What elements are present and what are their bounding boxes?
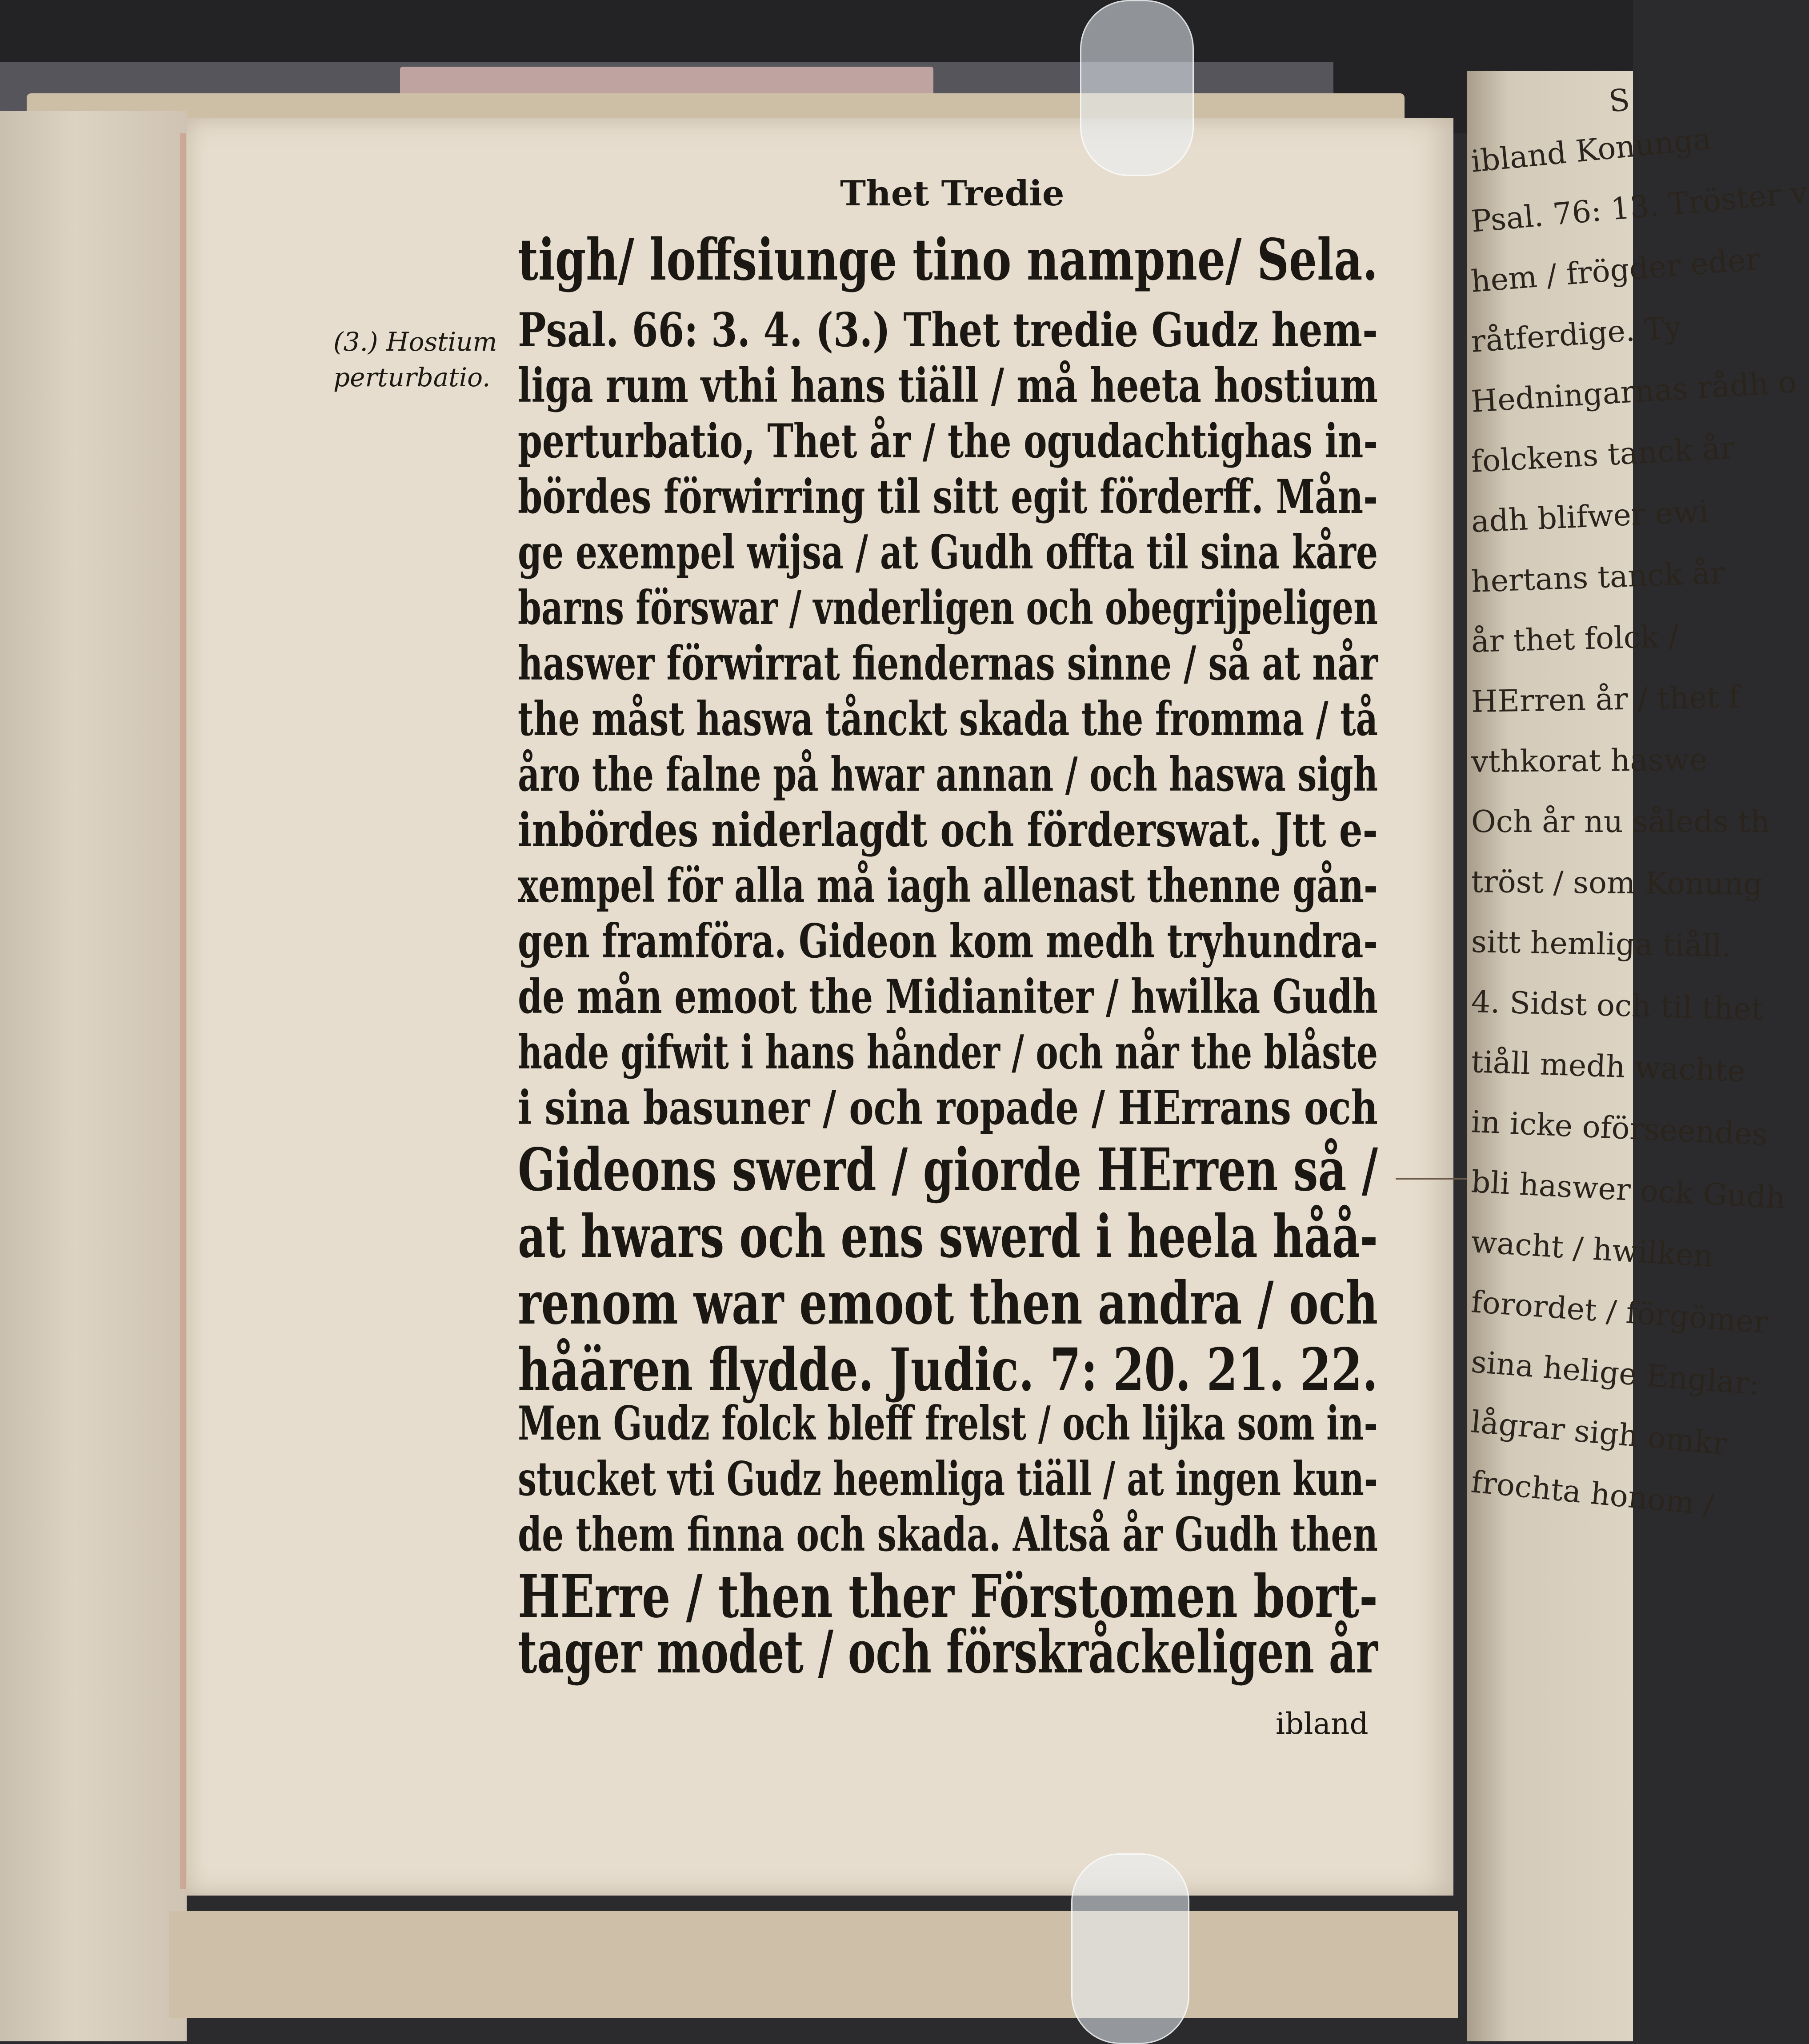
text-line: Psal. 66: 3. 4. (3.) Thet tredie Gudz hem- xyxy=(518,302,1378,357)
facing-text-line: in icke oförseendes xyxy=(1470,1104,1769,1153)
facing-text-line: folckens tanck år xyxy=(1470,431,1736,480)
text-line: xempel för alla må iagh allenast thenne gån- xyxy=(518,858,1378,913)
book-spine-edge xyxy=(0,111,187,2041)
margin-note-line-1: (3.) Hostium xyxy=(333,327,497,357)
facing-text-line: S xyxy=(1607,82,1632,120)
text-line: Men Gudz folck bleff frelst / och lijka som in- xyxy=(518,1396,1378,1451)
facing-text-line: Psal. 76: 13. Tröster v xyxy=(1469,175,1809,240)
running-head: Thet Tredie xyxy=(840,173,1065,214)
facing-text-line: vthkorat haswe xyxy=(1471,742,1708,780)
text-line: the måst haswa tånckt skada the fromma / tå xyxy=(518,691,1378,746)
facing-text-line: lågrar sigh omkr xyxy=(1469,1404,1729,1462)
facing-text-line: forordet / förgömer xyxy=(1470,1284,1769,1340)
facing-text-line: hertans tanck år xyxy=(1470,556,1725,600)
facing-text-line: frochta honom / xyxy=(1469,1464,1716,1523)
text-line: tager modet / och förskråckeligen år xyxy=(518,1618,1378,1687)
facing-text-line: hem / frögder eder xyxy=(1469,242,1761,300)
page-edge xyxy=(180,133,186,1889)
text-line: de them finna och skada. Altså år Gudh then xyxy=(518,1507,1378,1562)
page-clip-top xyxy=(1080,0,1194,176)
text-line: åro the falne på hwar annan / och haswa sigh xyxy=(518,747,1378,802)
page-stack-bottom xyxy=(169,1911,1458,2018)
text-line: i sina basuner / och ropade / HErrans och xyxy=(518,1080,1378,1135)
text-line: barns förswar / vnderligen och obegrijpeligen xyxy=(518,580,1378,635)
catchword: ibland xyxy=(1276,1707,1369,1741)
facing-text-line: år thet folck / xyxy=(1470,619,1679,660)
text-line: liga rum vthi hans tiäll / må heeta hostium xyxy=(518,358,1378,413)
facing-text-line: tiåll medh wachte xyxy=(1470,1044,1746,1089)
text-line: perturbatio, Thet år / the ogudachtighas in- xyxy=(518,413,1378,468)
text-line: tigh/ loffsiunge tino nampne/ Sela. xyxy=(518,227,1378,293)
text-line: gen framföra. Gideon kom medh tryhundra- xyxy=(518,913,1378,968)
text-line: Gideons swerd / giorde HErren så / xyxy=(518,1136,1378,1204)
facing-text-line: sina helige Englar: xyxy=(1469,1344,1761,1402)
text-line: ge exempel wijsa / at Gudh offta til sina kåre xyxy=(518,524,1378,580)
facing-text-line: tröst / som Konung xyxy=(1471,864,1763,902)
margin-note-line-2: perturbatio. xyxy=(333,362,491,392)
facing-text-line: ibland Konunga xyxy=(1469,121,1713,180)
text-line: bördes förwirring til sitt egit förderff. Mån- xyxy=(518,469,1378,524)
facing-text-line: Och år nu såleds th xyxy=(1471,804,1770,840)
facing-text-line: Hedningarnas rådh o xyxy=(1470,364,1797,420)
facing-text-line: råtferdige. Ty xyxy=(1470,310,1683,360)
text-line: håären flydde. Judic. 7: 20. 21. 22. xyxy=(518,1336,1378,1404)
text-line: haswer förwirrat fiendernas sinne / så at når xyxy=(518,636,1378,691)
text-line: stucket vti Gudz heemliga tiäll / at ingen kun- xyxy=(518,1451,1378,1506)
text-line: HErre / then ther Förstomen bort- xyxy=(518,1562,1378,1631)
facing-text-line: 4. Sidst och til thet xyxy=(1470,984,1764,1028)
facing-text-line: adh blifwer ewi xyxy=(1470,494,1709,540)
text-line: at hwars och ens swerd i heela håå- xyxy=(518,1202,1378,1271)
pointer-line xyxy=(1396,1178,1471,1180)
facing-text-line: HErren år / thet f xyxy=(1471,680,1740,720)
text-line: de mån emoot the Midianiter / hwilka Gudh xyxy=(518,969,1378,1024)
facing-text-line: wacht / hwilken xyxy=(1470,1224,1714,1275)
text-line: hade gifwit i hans hånder / och når the blåste xyxy=(518,1024,1378,1080)
facing-text-line: sitt hemliga tiåll. xyxy=(1471,924,1732,964)
page-clip-bottom xyxy=(1071,1853,1189,2044)
facing-text-line: bli haswer ock Gudh xyxy=(1470,1164,1786,1216)
text-line: inbördes niderlagdt och förderswat. Jtt e- xyxy=(518,802,1378,857)
facing-page xyxy=(1467,71,1809,2041)
text-line: renom war emoot then andra / och xyxy=(518,1269,1378,1338)
